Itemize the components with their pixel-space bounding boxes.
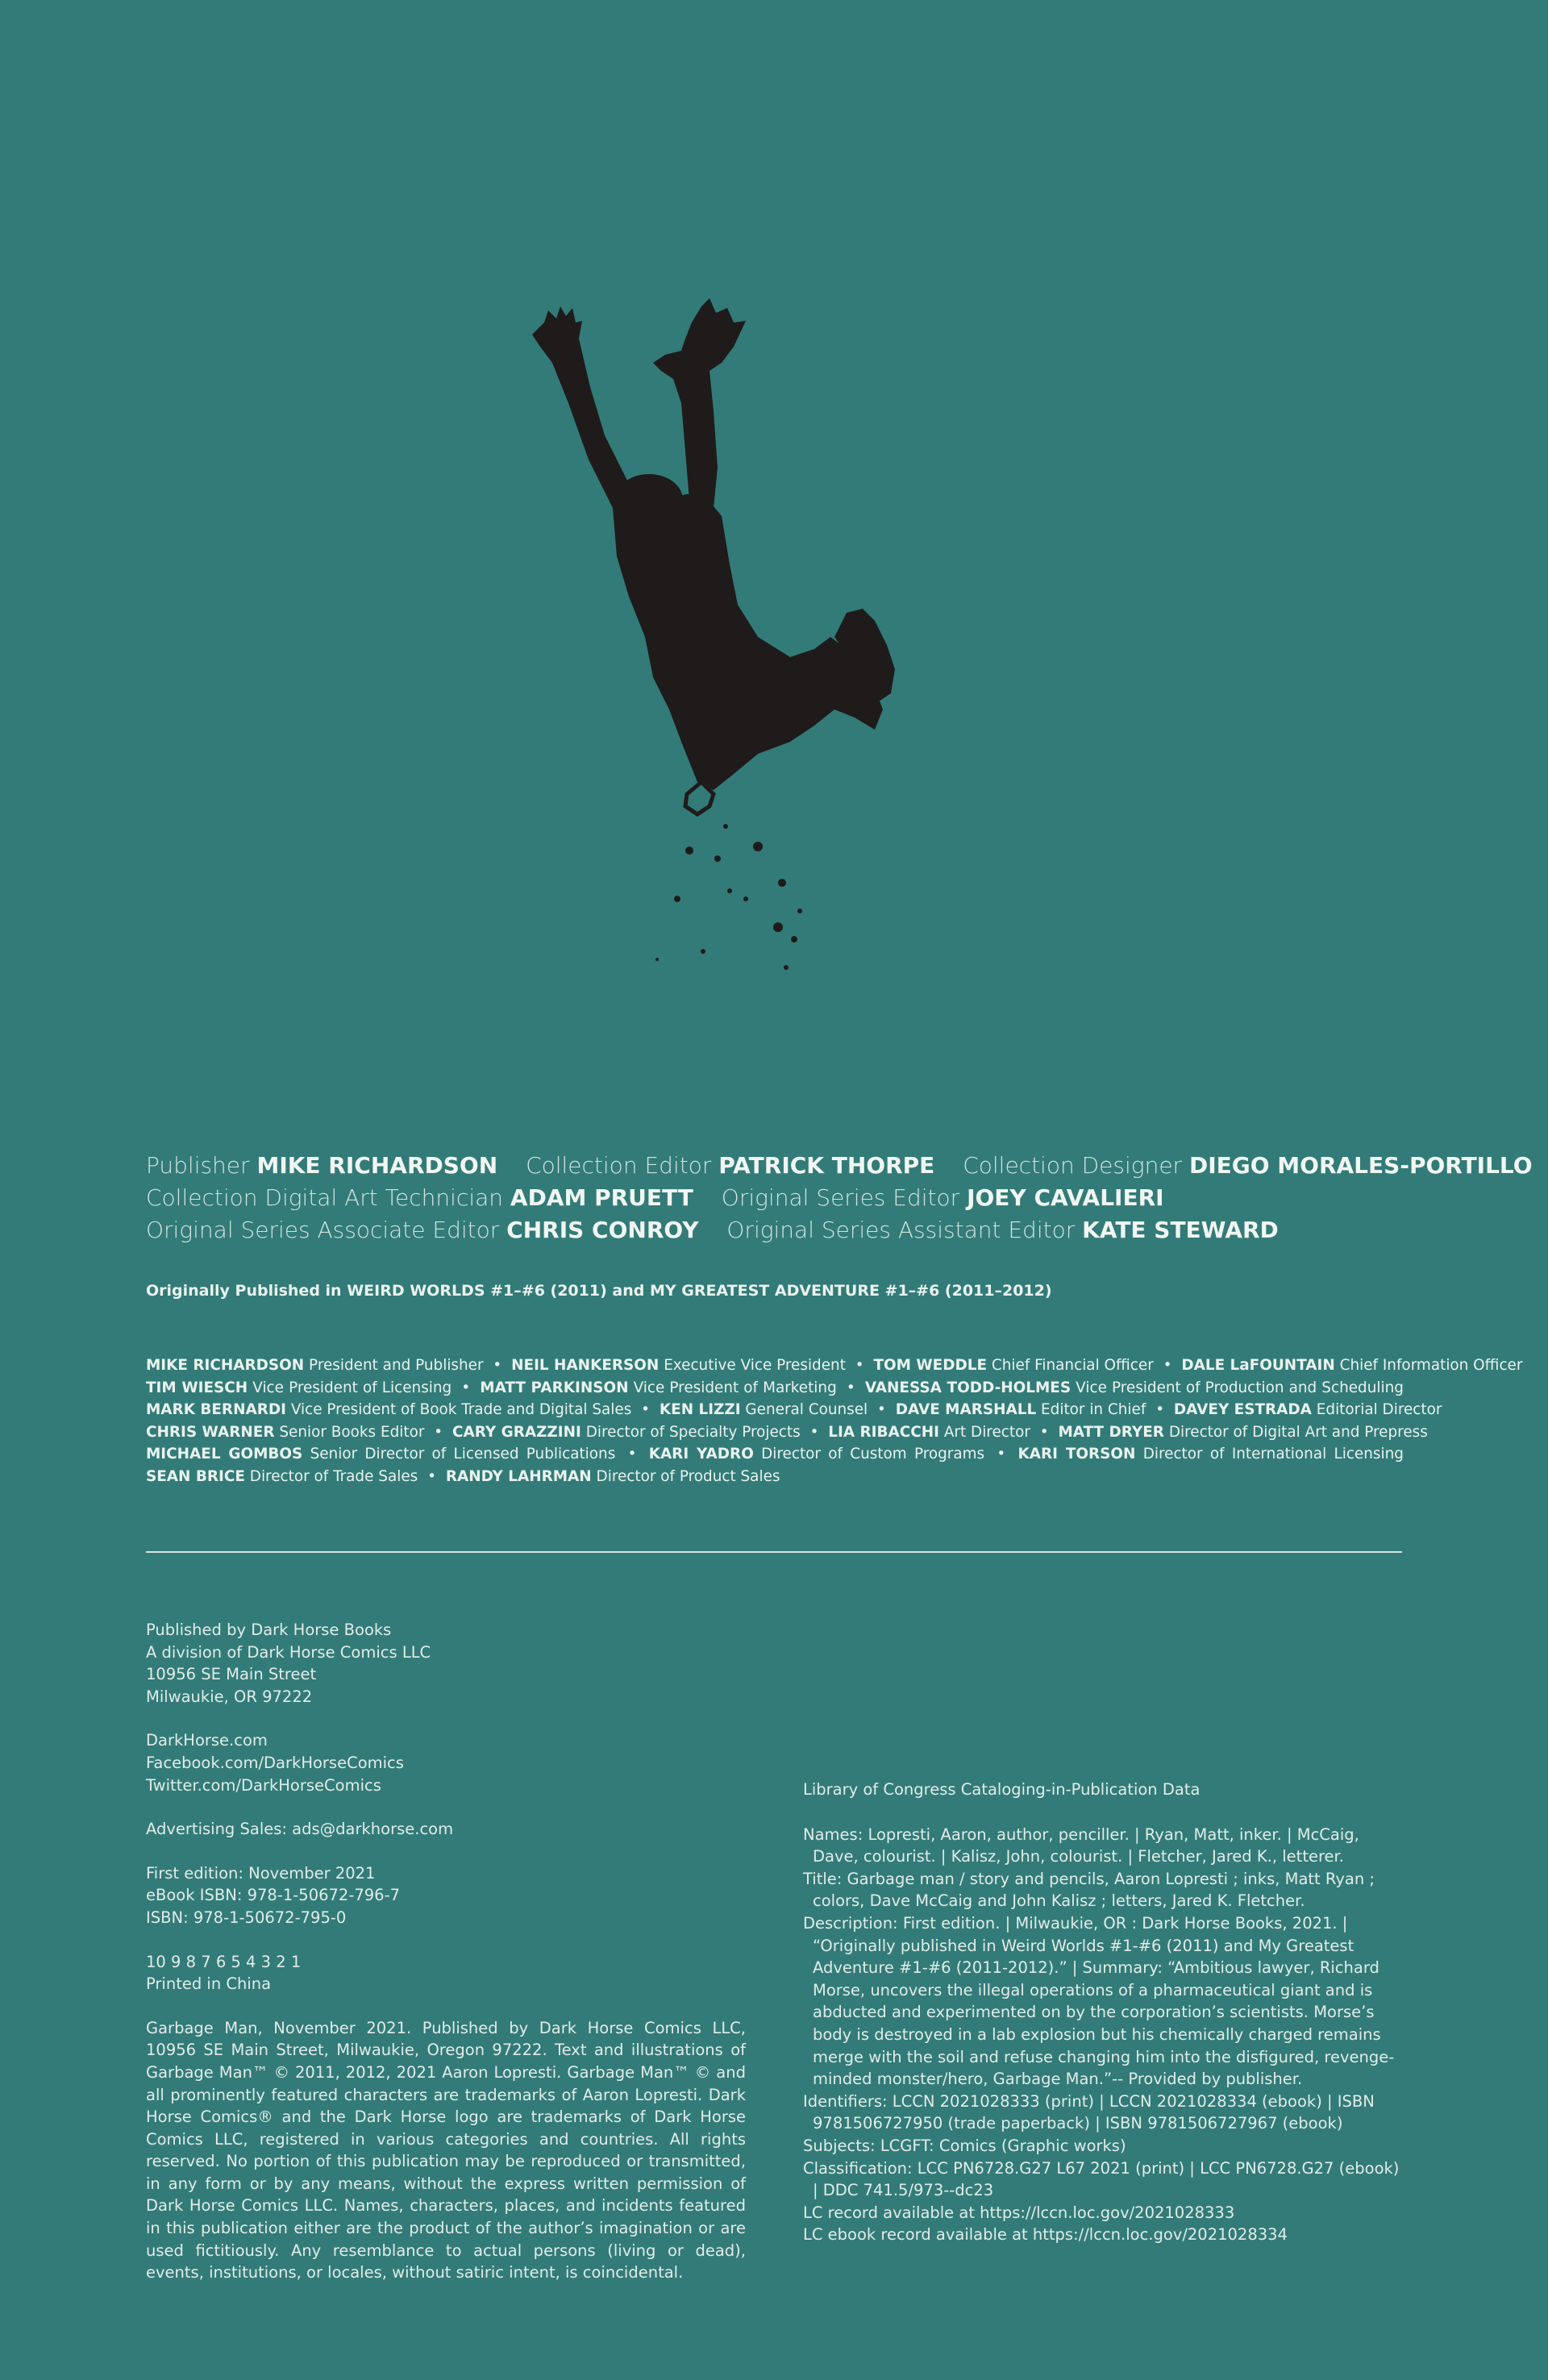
staff-name: MARK BERNARDI [146,1401,286,1418]
staff-title: Chief Financial Officer [991,1357,1154,1374]
bullet-separator: • [461,1379,471,1396]
staff-title: Director of Digital Art and Prepress [1168,1423,1428,1441]
bullet-separator: • [627,1446,637,1463]
staff-title: Executive Vice President [664,1357,846,1374]
staff-title: President and Publisher [309,1357,484,1374]
staff-entry [146,1424,424,1441]
staff-title: Editor in Chief [1041,1401,1146,1418]
credits-line-2 [146,1182,1404,1214]
bullet-separator: • [1039,1423,1049,1441]
edition-info: First edition: November 2021 eBook ISBN: 978-1-50672-796-7 ISBN: 978-1-50672-795-0 [146,1863,401,1927]
staff-name: MATT DRYER [1058,1423,1164,1441]
bullet-separator: • [809,1423,819,1441]
cip-identifiers: Identifiers: LCCN 2021028333 (print) | LCCN 2021028334 (ebook) | ISBN 9781506727950 (trade paperback) | ISBN 9781506727967 (ebook) [803,2091,1375,2133]
bullet-separator: • [1155,1401,1165,1418]
staff-name: MATT PARKINSON [480,1379,629,1396]
staff-entry [480,1379,836,1396]
staff-entry [511,1357,846,1374]
cip-lc-record: LC record available at https://lccn.loc.gov/2021028333 [803,2203,1235,2222]
divider-rule [146,1551,1402,1553]
twitter-link: Twitter.com/DarkHorseComics [146,1775,381,1795]
staff-name: CARY GRAZZINI [452,1423,581,1441]
bullet-separator: • [997,1446,1006,1463]
staff-name: LIA RIBACCHI [828,1423,939,1441]
staff-entry [146,1357,484,1374]
staff-name: TIM WIESCH [146,1379,248,1396]
staff-title: Editorial Director [1316,1401,1442,1418]
credit-publisher: Publisher MIKE RICHARDSON [146,1152,498,1179]
bullet-separator: • [877,1401,886,1418]
staff-list [146,1354,1523,1488]
staff-name: KARI TORSON [1017,1446,1136,1463]
staff-title: General Counsel [745,1401,868,1418]
cip-description: Description: First edition. | Milwaukie, OR : Dark Horse Books, 2021. | “Originally published in Weird Worlds #1-#6 (2011) and My Greatest Adventure #1-#6 (2011-2012).” | Summary: “Ambitious lawyer, Richard Morse, uncovers the illegal operations of a pharmaceutical giant and is abducted and experimented on by the corporation’s scientists. Morse’s body is destroyed in a lab explosion but his chemically charged remains merge with the soil and refuse changing him into the disfigured, revenge-minded monster/hero, Garbage Man.”-- Provided by publisher. [803,1913,1395,2089]
production-credits [146,1150,1533,1246]
staff-name: RANDY LAHRMAN [445,1467,592,1485]
printing-info: 10 9 8 7 6 5 4 3 2 1 Printed in China [146,1952,302,1994]
bullet-separator: • [434,1423,443,1441]
originally-published-note: Originally Published in WEIRD WORLDS #1–#6 (2011) and MY GREATEST ADVENTURE #1–#6 (2011–2012) [146,1282,1052,1300]
credit-original-series-editor: Original Series Editor JOEY CAVALIERI [721,1184,1164,1211]
staff-name: KEN LIZZI [659,1401,741,1418]
cip-title: Title: Garbage man / story and pencils, Aaron Lopresti ; inks, Matt Ryan ; colors, Dave McCaig and John Kalisz ; letters, Jared K. Fletcher. [803,1869,1375,1911]
staff-title: Chief Information Officer [1339,1357,1523,1374]
credit-associate-editor: Original Series Associate Editor CHRIS CONROY [146,1217,699,1243]
staff-entry [146,1446,615,1463]
staff-line [146,1466,1404,1488]
staff-entry [874,1357,1154,1374]
staff-title: Director of Trade Sales [249,1467,418,1485]
staff-title: Senior Books Editor [279,1423,425,1441]
staff-title: Director of Product Sales [596,1467,780,1485]
staff-title: Director of Custom Programs [761,1446,985,1463]
staff-title: Vice President of Book Trade and Digital Sales [290,1401,632,1418]
staff-name: KARI YADRO [648,1446,754,1463]
facebook-link: Facebook.com/DarkHorseComics [146,1753,404,1772]
credit-digital-art-technician: Collection Digital Art Technician ADAM PRUETT [146,1184,693,1211]
staff-line [146,1421,1428,1444]
cip-data [803,1779,1403,2246]
staff-entry [452,1424,801,1441]
staff-title: Vice President of Marketing [633,1379,837,1396]
staff-entry [146,1468,418,1485]
bullet-separator: • [846,1379,855,1396]
staff-title: Art Director [943,1423,1030,1441]
website-link: DarkHorse.com [146,1731,268,1750]
bullet-separator: • [427,1467,436,1485]
publisher-address: Published by Dark Horse Books A division of Dark Horse Comics LLC 10956 SE Main Street Milwaukie, OR 97222 [146,1621,431,1706]
staff-entry [1181,1357,1522,1374]
bullet-separator: • [1163,1357,1172,1374]
staff-name: DALE LaFOUNTAIN [1181,1357,1335,1374]
bullet-separator: • [493,1357,502,1374]
cip-subjects: Subjects: LCGFT: Comics (Graphic works) [803,2136,1126,2155]
cip-lc-ebook-record: LC ebook record available at https://lccn.loc.gov/2021028334 [803,2225,1288,2245]
bullet-separator: • [855,1357,864,1374]
staff-entry [649,1446,984,1463]
staff-title: Vice President of Licensing [252,1379,452,1396]
colophon [146,1619,746,2284]
staff-entry [1058,1424,1427,1441]
staff-name: DAVE MARSHALL [895,1401,1037,1418]
credits-line-3 [146,1214,1404,1246]
credits-line-1 [146,1150,1533,1182]
staff-entry [146,1379,452,1396]
staff-title: Senior Director of Licensed Publications [310,1446,616,1463]
credit-collection-editor: Collection Editor PATRICK THORPE [526,1152,935,1179]
staff-line [146,1377,1404,1400]
legal-notice: Garbage Man, November 2021. Published by Dark Horse Comics LLC, 10956 SE Main Street, Milwaukie, Oregon 97222. Text and illustrations of Garbage Man™ © 2011, 2012, 2021 Aaron Lopresti. Garbage Man™ © and all prominently featured characters are trademarks of Aaron Lopresti. Dark Horse Comics® and the Dark Horse logo are trademarks of Dark Horse Comics LLC, registered in various categories and countries. All rights reserved. No portion of this publication may be reproduced or transmitted, in any form or by any means, without the express written permission of Dark Horse Comics LLC. Names, characters, places, and incidents featured in this publication either are the product of the author’s imagination or are used fictitiously. Any resemblance to actual persons (living or dead), events, institutions, or locales, without satiric intent, is coincidental. [146,2018,746,2282]
credit-assistant-editor: Original Series Assistant Editor KATE STEWARD [726,1217,1279,1243]
staff-name: SEAN BRICE [146,1467,245,1485]
cip-classification: Classification: LCC PN6728.G27 L67 2021 (print) | LCC PN6728.G27 (ebook) | DDC 741.5/973--dc23 [803,2158,1400,2200]
staff-entry [446,1468,780,1485]
web-links [146,1729,746,1796]
staff-entry [1174,1401,1442,1418]
staff-name: MICHAEL GOMBOS [146,1446,303,1463]
staff-title: Director of International Licensing [1142,1446,1404,1463]
staff-title: Vice President of Production and Scheduling [1076,1379,1404,1396]
credit-collection-designer: Collection Designer DIEGO MORALES-PORTILLO [963,1152,1533,1179]
staff-name: NEIL HANKERSON [511,1357,660,1374]
cip-names: Names: Lopresti, Aaron, author, penciller. | Ryan, Matt, inker. | McCaig, Dave, colourist. | Kalisz, John, colourist. | Fletcher, Jared K., letterer. [803,1825,1359,1866]
staff-name: TOM WEDDLE [873,1357,988,1374]
bullet-separator: • [641,1401,651,1418]
advertising-sales: Advertising Sales: ads@darkhorse.com [146,1820,454,1839]
staff-entry [660,1401,868,1418]
staff-entry [828,1424,1030,1441]
staff-entry [865,1379,1404,1396]
staff-entry [146,1401,631,1418]
falling-figure-silhouette-illustration [516,290,1032,1016]
staff-line [146,1443,1404,1466]
staff-name: CHRIS WARNER [146,1423,275,1441]
staff-title: Director of Specialty Projects [585,1423,801,1441]
staff-name: MIKE RICHARDSON [146,1357,305,1374]
staff-entry [1018,1446,1404,1463]
cip-heading: Library of Congress Cataloging-in-Publication Data [803,1780,1201,1799]
staff-line [146,1354,1523,1377]
staff-name: DAVEY ESTRADA [1173,1401,1312,1418]
staff-line [146,1399,1442,1421]
staff-name: VANESSA TODD-HOLMES [864,1379,1072,1396]
staff-entry [896,1401,1146,1418]
